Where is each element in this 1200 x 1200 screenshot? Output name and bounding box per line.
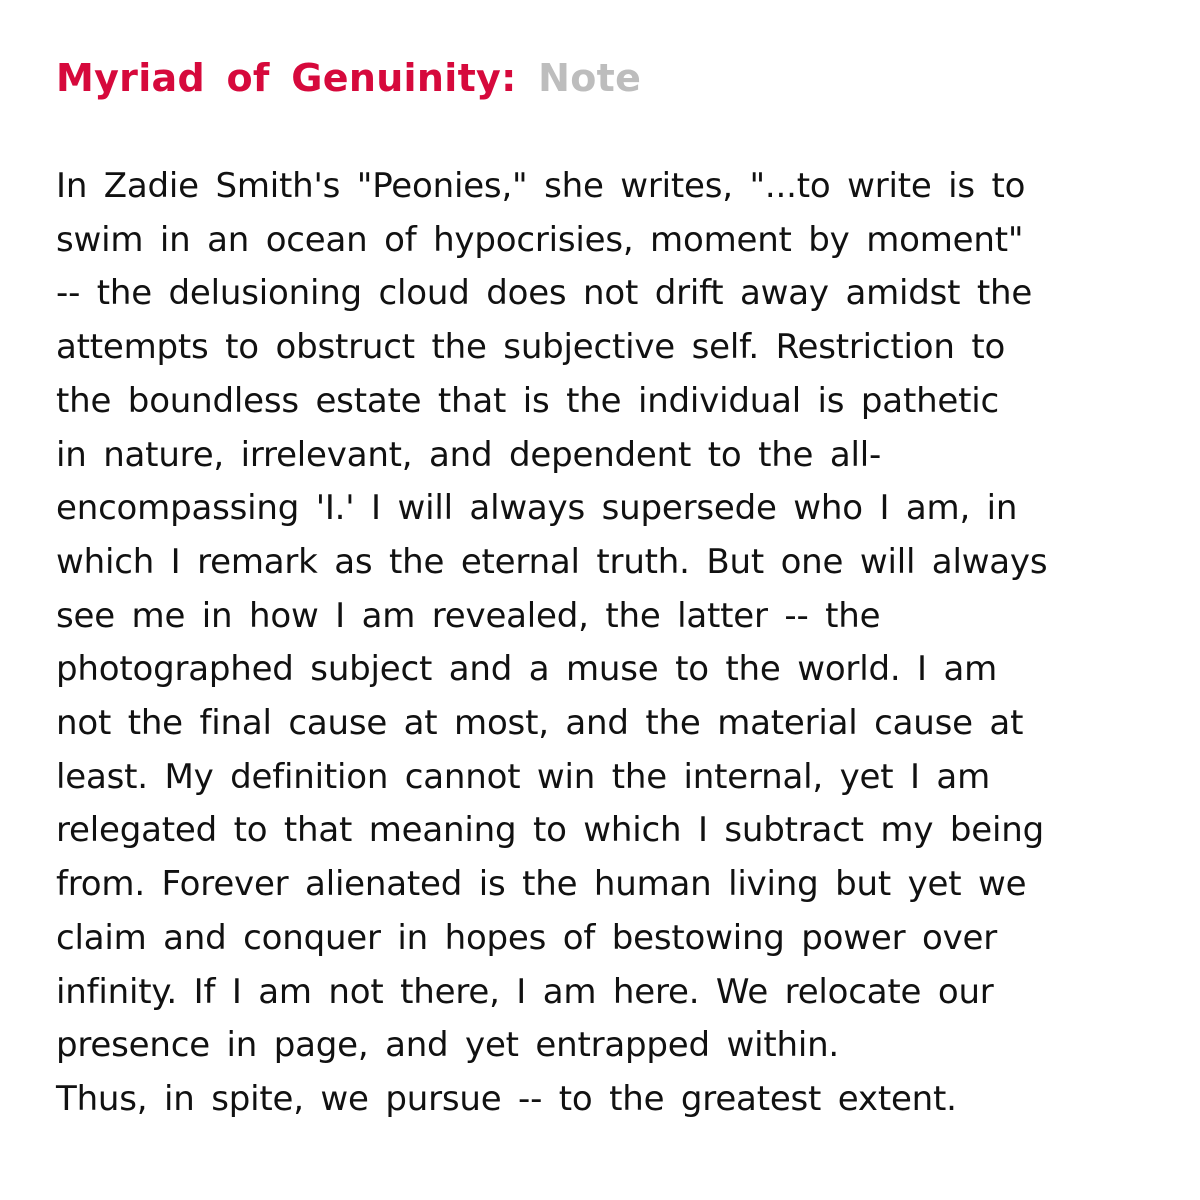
body-line: relegated to that meaning to which I subtract my being xyxy=(56,810,1044,851)
note-title xyxy=(56,52,1156,104)
body-line: presence in page, and yet entrapped within. xyxy=(56,1025,840,1066)
note-title-main: Myriad of Genuinity: xyxy=(56,56,517,100)
body-line: Thus, in spite, we pursue -- to the greatest extent. xyxy=(56,1078,957,1119)
body-line: which I remark as the eternal truth. But one will always xyxy=(56,541,1048,582)
body-line: from. Forever alienated is the human living but yet we xyxy=(56,864,1027,905)
body-line: not the final cause at most, and the material cause at xyxy=(56,703,1024,744)
body-line: see me in how I am revealed, the latter -- the xyxy=(56,595,881,636)
body-line: infinity. If I am not there, I am here. We relocate our xyxy=(56,971,994,1012)
body-line: -- the delusioning cloud does not drift away amidst the xyxy=(56,273,1033,314)
body-line: in nature, irrelevant, and dependent to the all- xyxy=(56,434,882,475)
body-line: the boundless estate that is the individual is pathetic xyxy=(56,380,1000,421)
body-line: attempts to obstruct the subjective self. Restriction to xyxy=(56,327,1006,368)
note-title-sub: Note xyxy=(538,56,642,100)
body-line: claim and conquer in hopes of bestowing power over xyxy=(56,917,998,958)
note-body xyxy=(56,160,1156,1127)
body-line: least. My definition cannot win the internal, yet I am xyxy=(56,756,990,797)
body-line: swim in an ocean of hypocrisies, moment by moment" xyxy=(56,219,1024,260)
body-line: In Zadie Smith's "Peonies," she writes, "...to write is to xyxy=(56,166,1026,206)
note xyxy=(56,52,1156,1127)
body-line: encompassing 'I.' I will always supersede who I am, in xyxy=(56,488,1018,529)
body-line: photographed subject and a muse to the world. I am xyxy=(56,649,998,690)
